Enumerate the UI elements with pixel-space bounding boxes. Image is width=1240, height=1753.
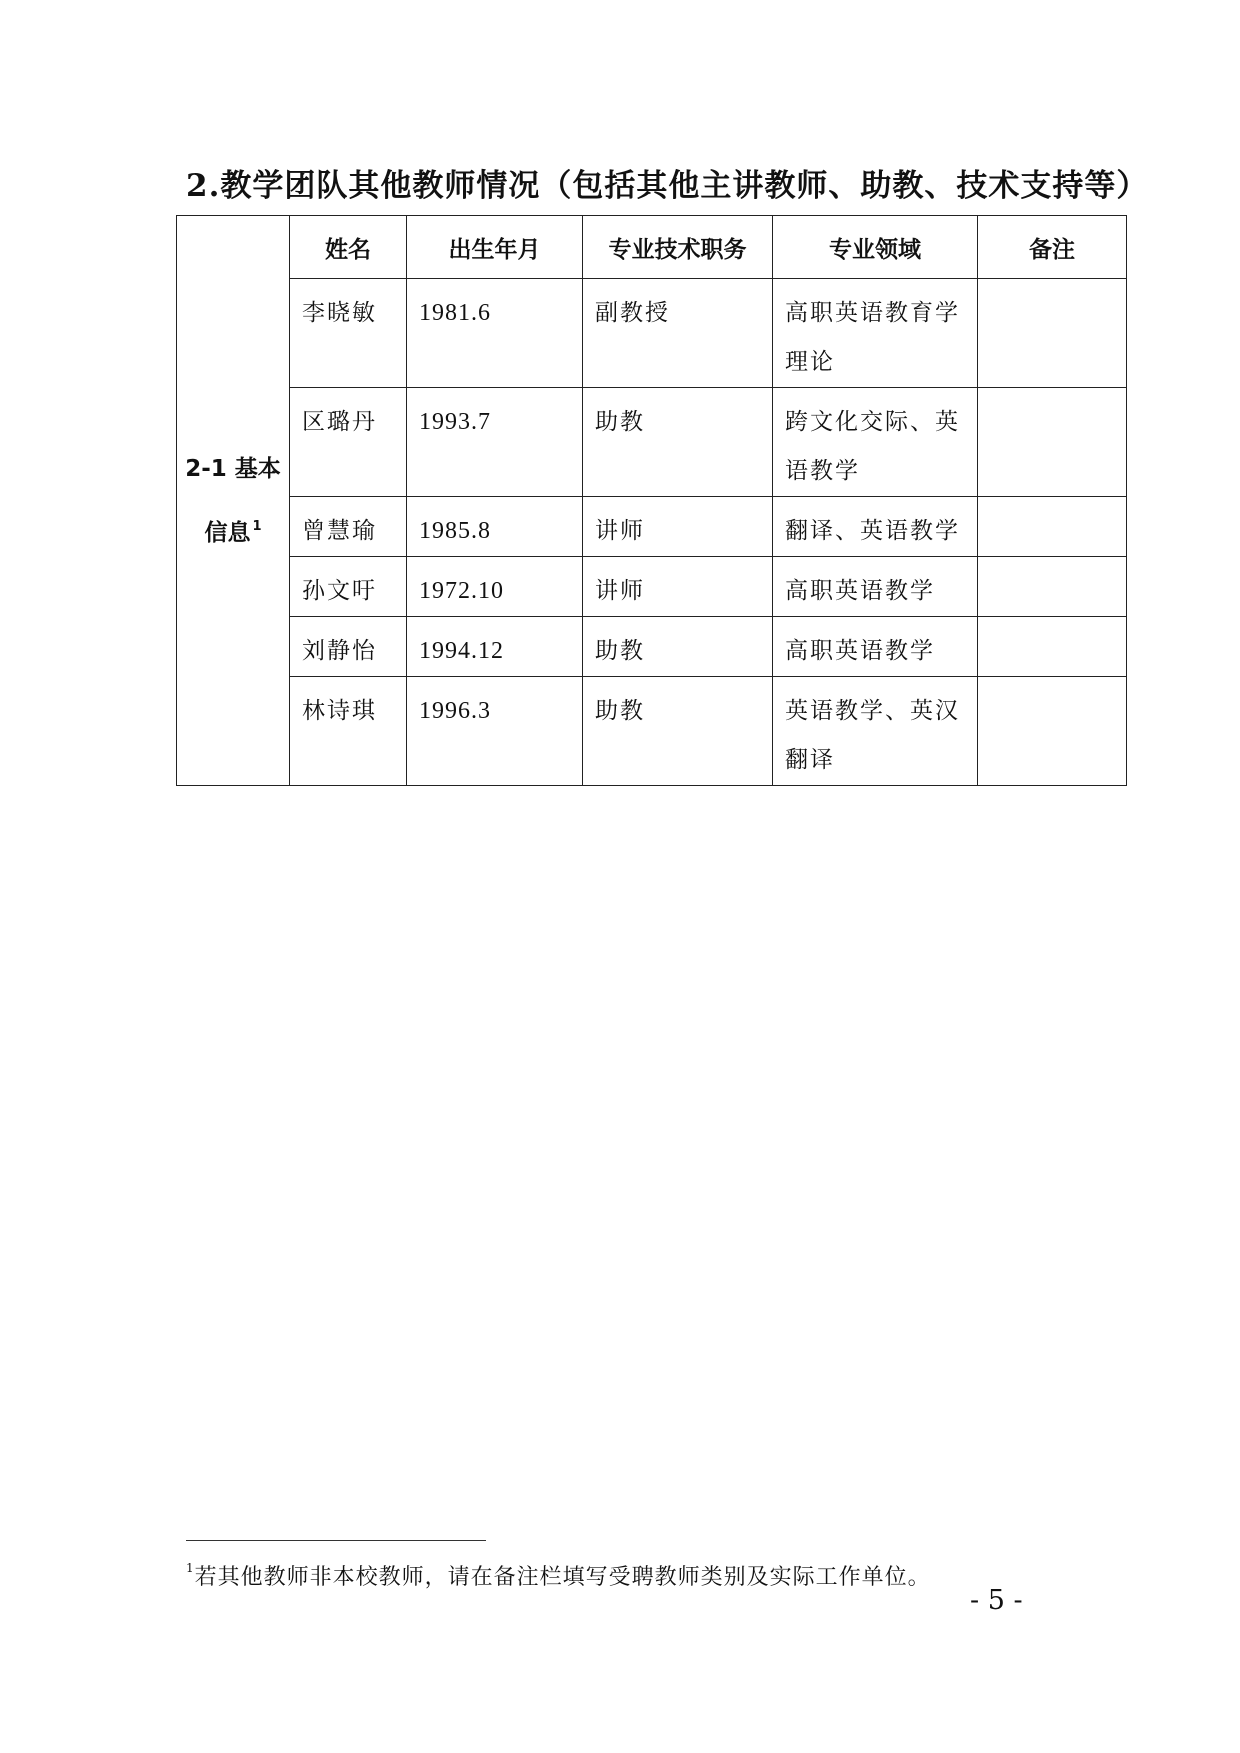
footnote-text: 若其他教师非本校教师，请在备注栏填写受聘教师类别及实际工作单位。 — [194, 1565, 931, 1590]
cell-remark — [978, 617, 1127, 677]
header-title: 专业技术职务 — [583, 216, 773, 279]
footnote-marker: 1 — [186, 1560, 195, 1575]
table-row — [177, 617, 1127, 677]
cell-name: 区璐丹 — [290, 388, 407, 497]
cell-field: 英语教学、英汉翻译 — [773, 677, 978, 786]
cell-birth: 1993.7 — [407, 388, 583, 497]
cell-remark — [978, 279, 1127, 388]
cell-remark — [978, 388, 1127, 497]
cell-birth: 1981.6 — [407, 279, 583, 388]
table-header-row — [177, 216, 1127, 279]
cell-field: 翻译、英语教学 — [773, 497, 978, 557]
section-label-line1: 2-1 基本 — [185, 455, 281, 482]
cell-field: 跨文化交际、英语教学 — [773, 388, 978, 497]
header-field: 专业领域 — [773, 216, 978, 279]
cell-name: 孙文吁 — [290, 557, 407, 617]
cell-name: 李晓敏 — [290, 279, 407, 388]
cell-field: 高职英语教学 — [773, 557, 978, 617]
cell-remark — [978, 677, 1127, 786]
cell-title: 助教 — [583, 617, 773, 677]
cell-field: 高职英语教育学理论 — [773, 279, 978, 388]
table-row — [177, 677, 1127, 786]
table-row — [177, 497, 1127, 557]
table-row — [177, 557, 1127, 617]
header-birth: 出生年月 — [407, 216, 583, 279]
cell-birth: 1996.3 — [407, 677, 583, 786]
teacher-info-table — [176, 215, 1127, 786]
table-row — [177, 388, 1127, 497]
cell-name: 刘静怡 — [290, 617, 407, 677]
cell-birth: 1985.8 — [407, 497, 583, 557]
cell-birth: 1994.12 — [407, 617, 583, 677]
cell-birth: 1972.10 — [407, 557, 583, 617]
page-number: - 5 - — [970, 1585, 1023, 1616]
footnote-ref: 1 — [252, 518, 262, 534]
cell-name: 林诗琪 — [290, 677, 407, 786]
section-label — [177, 216, 290, 786]
cell-title: 助教 — [583, 677, 773, 786]
table-row — [177, 279, 1127, 388]
cell-title: 副教授 — [583, 279, 773, 388]
cell-name: 曾慧瑜 — [290, 497, 407, 557]
header-name: 姓名 — [290, 216, 407, 279]
cell-title: 讲师 — [583, 557, 773, 617]
header-remark: 备注 — [978, 216, 1127, 279]
cell-title: 助教 — [583, 388, 773, 497]
section-label-line2: 信息 — [204, 519, 251, 546]
footnote-divider — [186, 1540, 486, 1541]
cell-remark — [978, 557, 1127, 617]
cell-remark — [978, 497, 1127, 557]
cell-title: 讲师 — [583, 497, 773, 557]
cell-field: 高职英语教学 — [773, 617, 978, 677]
footnote — [186, 1560, 931, 1591]
section-heading: 2.教学团队其他教师情况（包括其他主讲教师、助教、技术支持等） — [186, 168, 1149, 204]
